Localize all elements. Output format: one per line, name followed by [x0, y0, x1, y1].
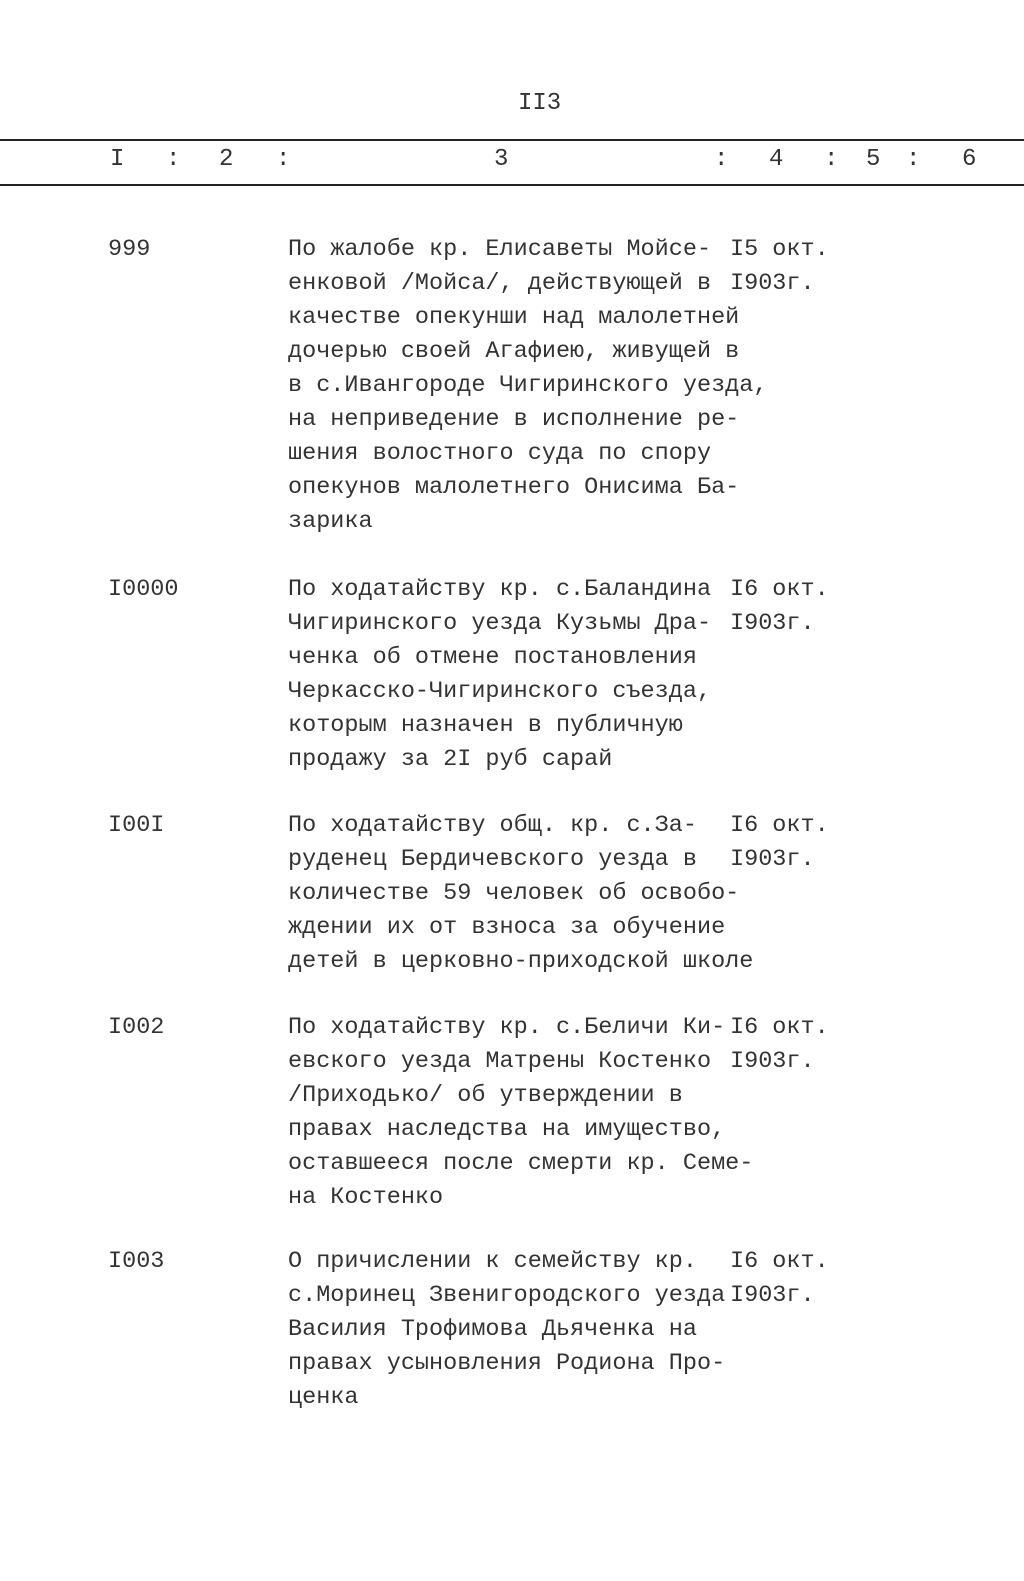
header-top-rule: [0, 139, 1024, 141]
description-line: в с.Ивангороде Чигиринского уезда,: [288, 372, 768, 399]
description-line: шения волостного суда по спору: [288, 440, 712, 467]
date-line: I6 окт.: [730, 1248, 829, 1275]
date-line: I903г.: [730, 1282, 815, 1309]
entry-number: I002: [108, 1014, 165, 1041]
description-line: ценка: [288, 1384, 359, 1411]
description-line: руденец Бердичевского уезда в: [288, 846, 697, 873]
column-separator: :: [906, 146, 921, 173]
entry-number: I00I: [108, 812, 165, 839]
column-separator: :: [166, 146, 181, 173]
description-line: правах наследства на имущество,: [288, 1116, 726, 1143]
entry-number: I0000: [108, 576, 179, 603]
description-line: на Костенко: [288, 1184, 444, 1211]
entry-date: [730, 809, 829, 877]
entry-number: I003: [108, 1248, 165, 1275]
column-separator: :: [276, 146, 291, 173]
column-header-3: 3: [494, 146, 509, 173]
description-line: зарика: [288, 508, 373, 535]
description-line: По ходатайству кр. с.Беличи Ки-: [288, 1014, 726, 1041]
description-line: евского уезда Матрены Костенко: [288, 1048, 712, 1075]
description-line: Василия Трофимова Дьяченка на: [288, 1316, 697, 1343]
entry-description: [288, 809, 753, 979]
description-line: Черкасско-Чигиринского съезда,: [288, 678, 712, 705]
column-header-4: 4: [769, 146, 784, 173]
description-line: ждении их от взноса за обучение: [288, 914, 726, 941]
page-number: II3: [518, 90, 562, 117]
header-bottom-rule: [0, 184, 1024, 186]
description-line: которым назначен в публичную: [288, 712, 683, 739]
description-line: оставшееся после смерти кр. Семе-: [288, 1150, 754, 1177]
description-line: опекунов малолетнего Онисима Ба-: [288, 474, 740, 501]
description-line: По жалобе кр. Елисаветы Мойсе-: [288, 236, 712, 263]
description-line: продажу за 2I руб сарай: [288, 746, 613, 773]
description-line: детей в церковно-приходской школе: [288, 948, 754, 975]
date-line: I6 окт.: [730, 812, 829, 839]
column-header-5: 5: [866, 146, 881, 173]
date-line: I903г.: [730, 1048, 815, 1075]
description-line: с.Моринец Звенигородского уезда: [288, 1282, 726, 1309]
entry-date: [730, 1245, 829, 1313]
description-line: ченка об отмене постановления: [288, 644, 697, 671]
entry-description: [288, 233, 767, 539]
description-line: Чигиринского уезда Кузьмы Дра-: [288, 610, 712, 637]
column-header-6: 6: [962, 146, 977, 173]
entry-description: [288, 1245, 725, 1415]
description-line: количестве 59 человек об освобо-: [288, 880, 740, 907]
column-header-2: 2: [219, 146, 234, 173]
description-line: качестве опекунши над малолетней: [288, 304, 740, 331]
date-line: I903г.: [730, 610, 815, 637]
description-line: О причислении к семейству кр.: [288, 1248, 697, 1275]
description-line: правах усыновления Родиона Про-: [288, 1350, 726, 1377]
column-header-1: I: [110, 146, 125, 173]
entry-date: [730, 573, 829, 641]
date-line: I5 окт.: [730, 236, 829, 263]
entry-date: [730, 1011, 829, 1079]
date-line: I6 окт.: [730, 576, 829, 603]
date-line: I903г.: [730, 270, 815, 297]
description-line: на неприведение в исполнение ре-: [288, 406, 740, 433]
description-line: По ходатайству общ. кр. с.За-: [288, 812, 697, 839]
entry-description: [288, 1011, 753, 1215]
date-line: I6 окт.: [730, 1014, 829, 1041]
column-separator: :: [824, 146, 839, 173]
description-line: /Приходько/ об утверждении в: [288, 1082, 683, 1109]
column-separator: :: [714, 146, 729, 173]
entry-number: 999: [108, 236, 151, 263]
description-line: По ходатайству кр. с.Баландина: [288, 576, 712, 603]
entry-date: [730, 233, 829, 301]
description-line: енковой /Мойса/, действующей в: [288, 270, 712, 297]
description-line: дочерью своей Агафиею, живущей в: [288, 338, 740, 365]
entry-description: [288, 573, 711, 777]
date-line: I903г.: [730, 846, 815, 873]
